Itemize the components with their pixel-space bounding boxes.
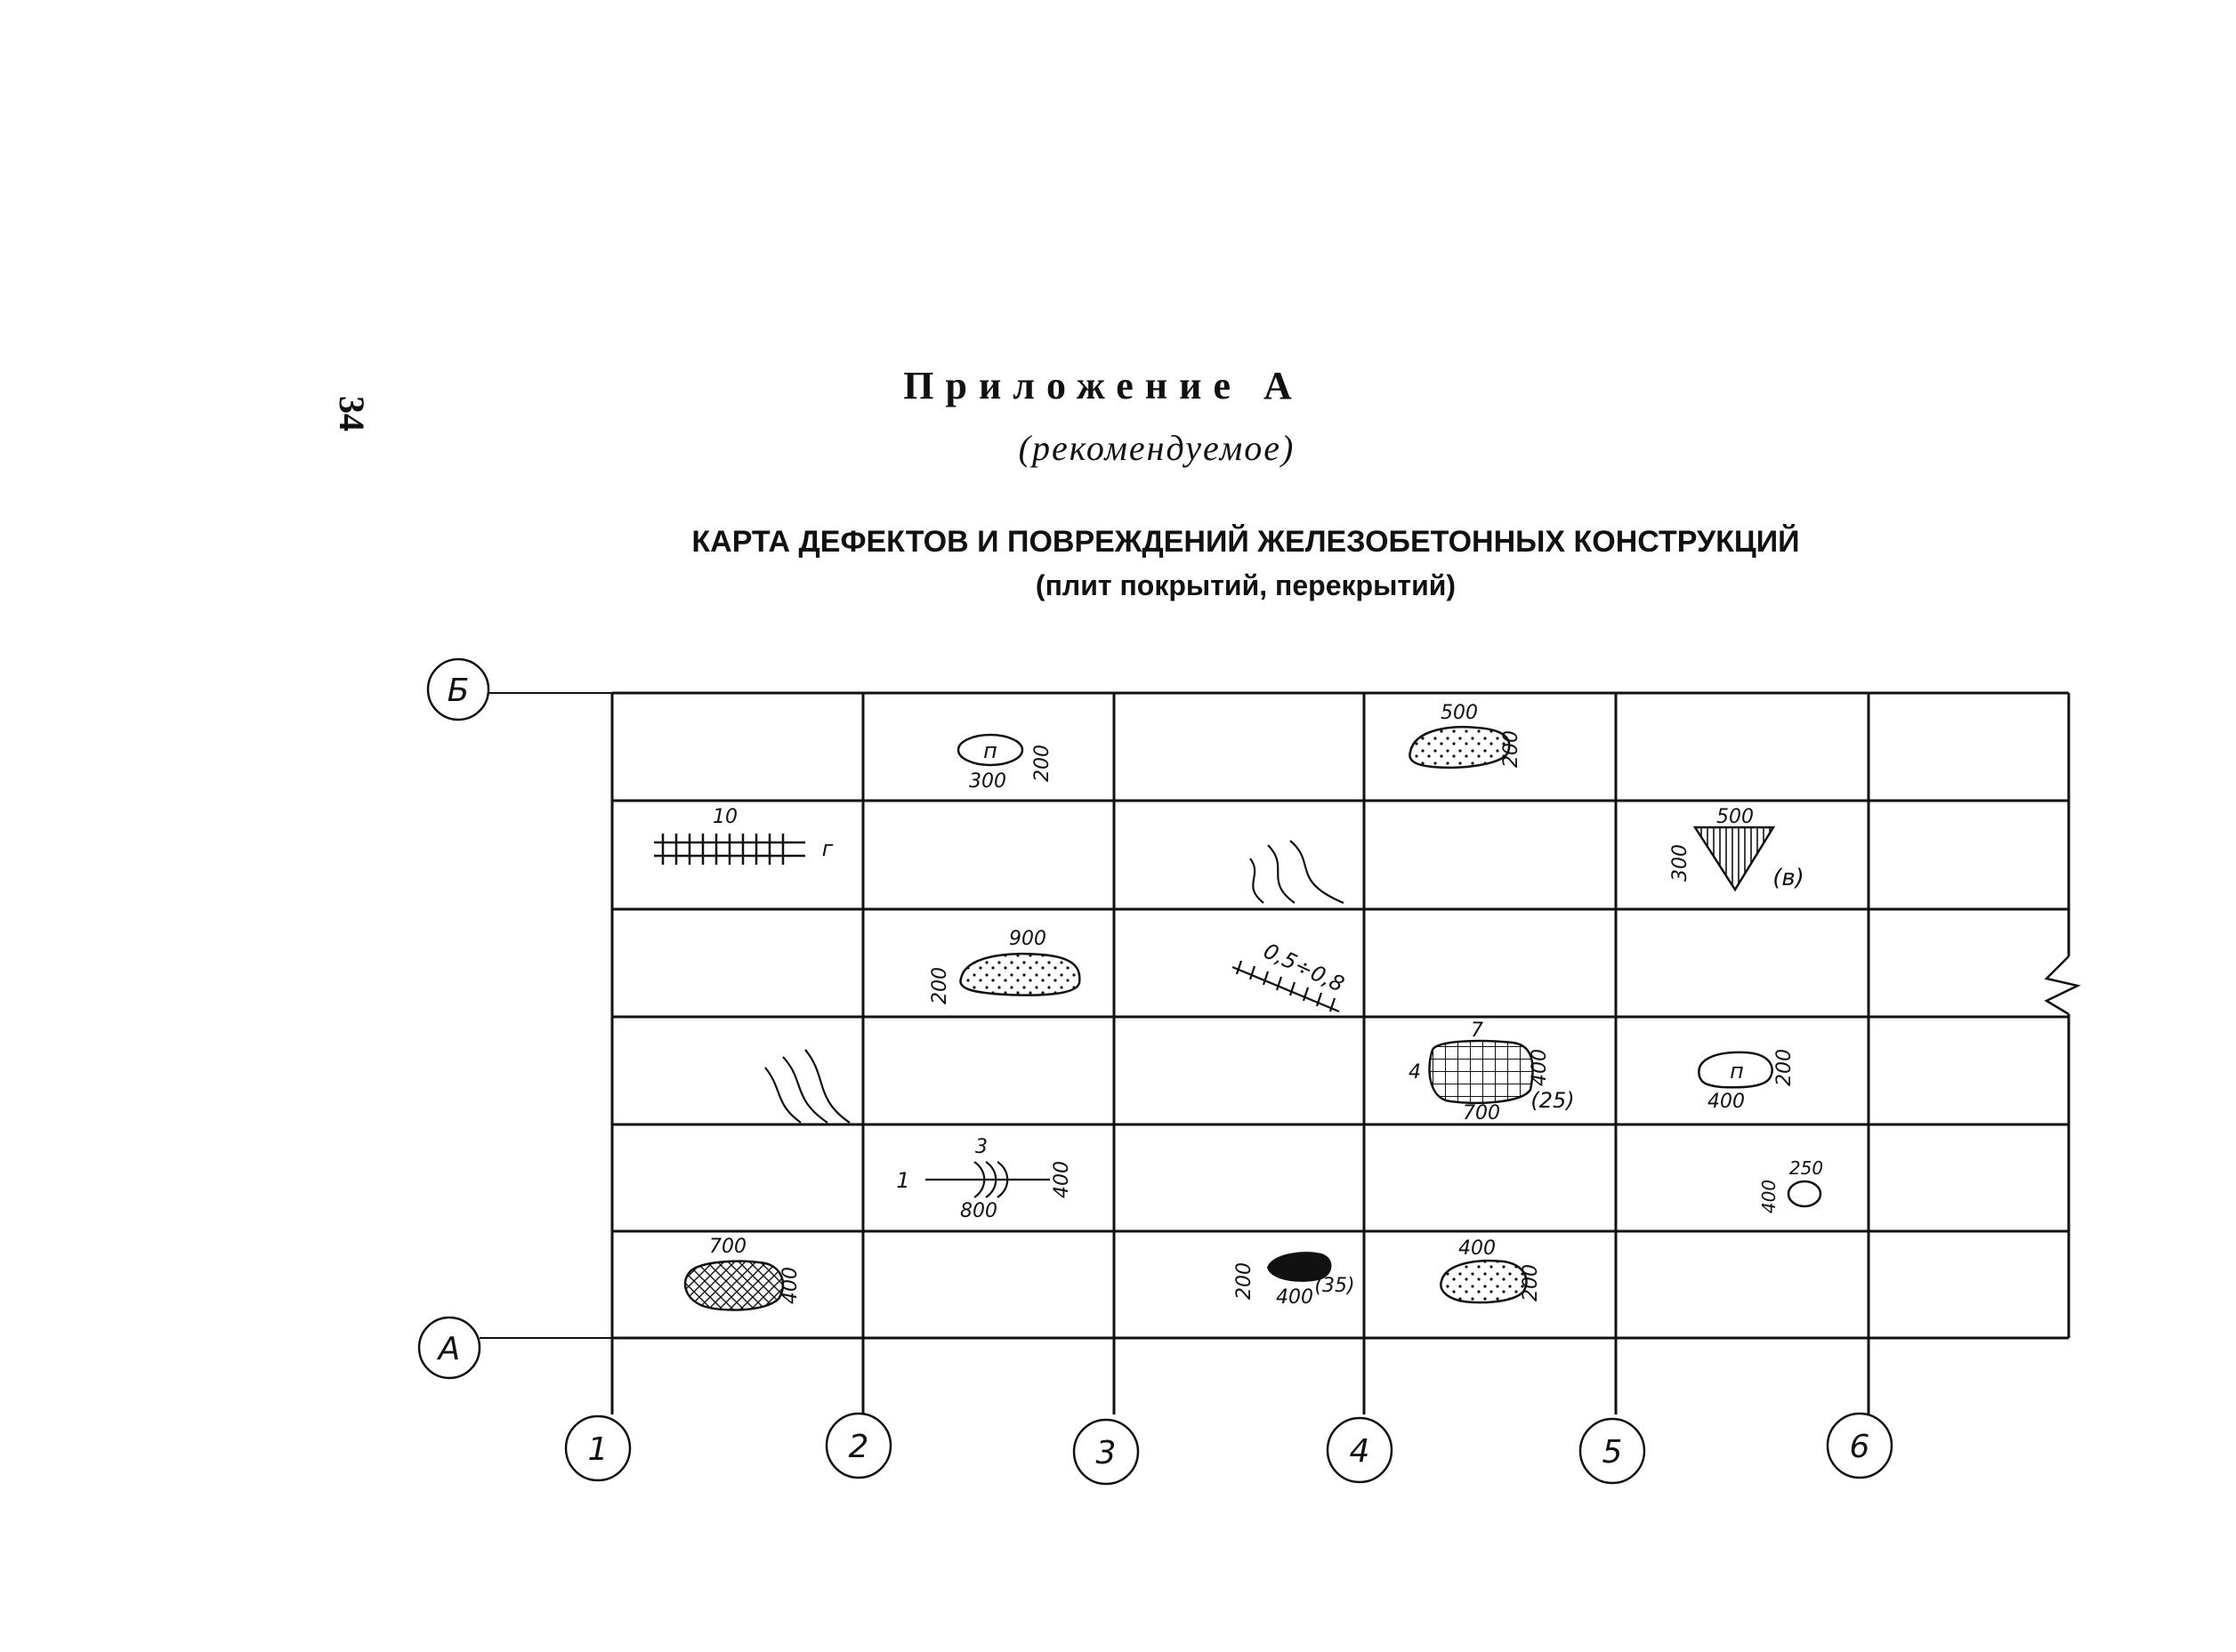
defect-cracks-r2c3 (1250, 841, 1344, 903)
defect-depth: (25) (1530, 1088, 1575, 1113)
defect-corrosion-r4c4 (1409, 1019, 1575, 1124)
rebar-left: 1 (896, 1168, 910, 1193)
dim-width: 800 (960, 1200, 997, 1222)
dim-height: 200 (1233, 1262, 1255, 1300)
page-number: 34 (332, 396, 372, 431)
dim-width: 400 (1458, 1237, 1496, 1260)
defect-small-r5c5 (1758, 1157, 1823, 1213)
dim-height: 400 (1529, 1049, 1551, 1086)
dim-left: 4 (1409, 1061, 1421, 1084)
defect-crack-r3c3 (1232, 939, 1348, 1011)
dim-width: 700 (709, 1236, 747, 1258)
defect-crack-r2c1 (654, 806, 834, 865)
dim-height: 200 (929, 967, 951, 1004)
dim-height: 200 (1500, 730, 1522, 768)
dim-width: 400 (1707, 1091, 1745, 1113)
crack-width: 0,5÷0,8 (1259, 938, 1349, 997)
dim-width: 400 (1276, 1286, 1313, 1309)
dim-width: 500 (1716, 806, 1754, 828)
dim-height: 200 (1031, 745, 1053, 782)
dim-width: 900 (1009, 928, 1046, 950)
column-axis-label-1: 1 (587, 1431, 609, 1468)
column-axes (566, 1414, 1892, 1484)
dim-height: 200 (1773, 1049, 1796, 1086)
defect-porous-r6c4 (1441, 1237, 1542, 1302)
defect-spalling-r4c5 (1699, 1049, 1796, 1113)
defect-through-hole-r6c3 (1233, 1253, 1355, 1309)
appendix-title: Приложение А (903, 364, 1304, 407)
column-axis-label-4: 4 (1349, 1433, 1370, 1470)
defect-rebar-r5c2 (896, 1136, 1073, 1222)
dim-width: 700 (1463, 1102, 1500, 1124)
dim-height: 400 (1051, 1161, 1073, 1198)
rebar-top: 3 (975, 1136, 988, 1158)
column-axis-label-6: 6 (1849, 1429, 1870, 1465)
row-axis-label-A: А (438, 1331, 461, 1367)
crack-length: 10 (713, 806, 738, 828)
row-axis-A (419, 1318, 614, 1378)
document-subtitle: (плит покрытий, перекрытий) (1035, 569, 1457, 601)
defect-label-p: п (983, 738, 997, 763)
dim-width: 300 (969, 770, 1006, 793)
slab-grid (612, 693, 2078, 1414)
defect-cracks-r4c1 (765, 1050, 850, 1123)
defect-porous-r3c2 (929, 928, 1079, 1004)
crack-type: г (821, 836, 834, 861)
defect-depth: (35) (1314, 1275, 1355, 1297)
defect-spalling-r1c2 (958, 735, 1053, 793)
dim-height: 400 (779, 1267, 802, 1304)
column-axis-label-2: 2 (848, 1429, 869, 1465)
dim-width: 500 (1441, 702, 1478, 724)
dim-height: 300 (1669, 844, 1691, 882)
column-axis-label-5: 5 (1602, 1434, 1623, 1471)
dim-height: 400 (1758, 1179, 1780, 1214)
defect-type: (в) (1772, 865, 1804, 891)
row-axis-B (428, 659, 614, 720)
defect-exposed-rebar-r2c5 (1669, 806, 1804, 891)
dim-height: 200 (1520, 1264, 1542, 1301)
row-axis-label-B: Б (447, 673, 470, 709)
appendix-subtitle: (рекомендуемое) (1018, 428, 1296, 468)
defect-label-p: п (1730, 1059, 1744, 1084)
document-title: КАРТА ДЕФЕКТОВ И ПОВРЕЖДЕНИЙ ЖЕЛЕЗОБЕТОННЫХ КОНСТРУКЦИЙ (691, 525, 1800, 559)
dim-top: 7 (1471, 1019, 1483, 1042)
column-axis-label-3: 3 (1095, 1435, 1117, 1471)
defect-leaching-r6c1 (685, 1236, 802, 1310)
dim-width: 250 (1788, 1157, 1824, 1179)
defect-porous-r1c4 (1409, 702, 1522, 768)
